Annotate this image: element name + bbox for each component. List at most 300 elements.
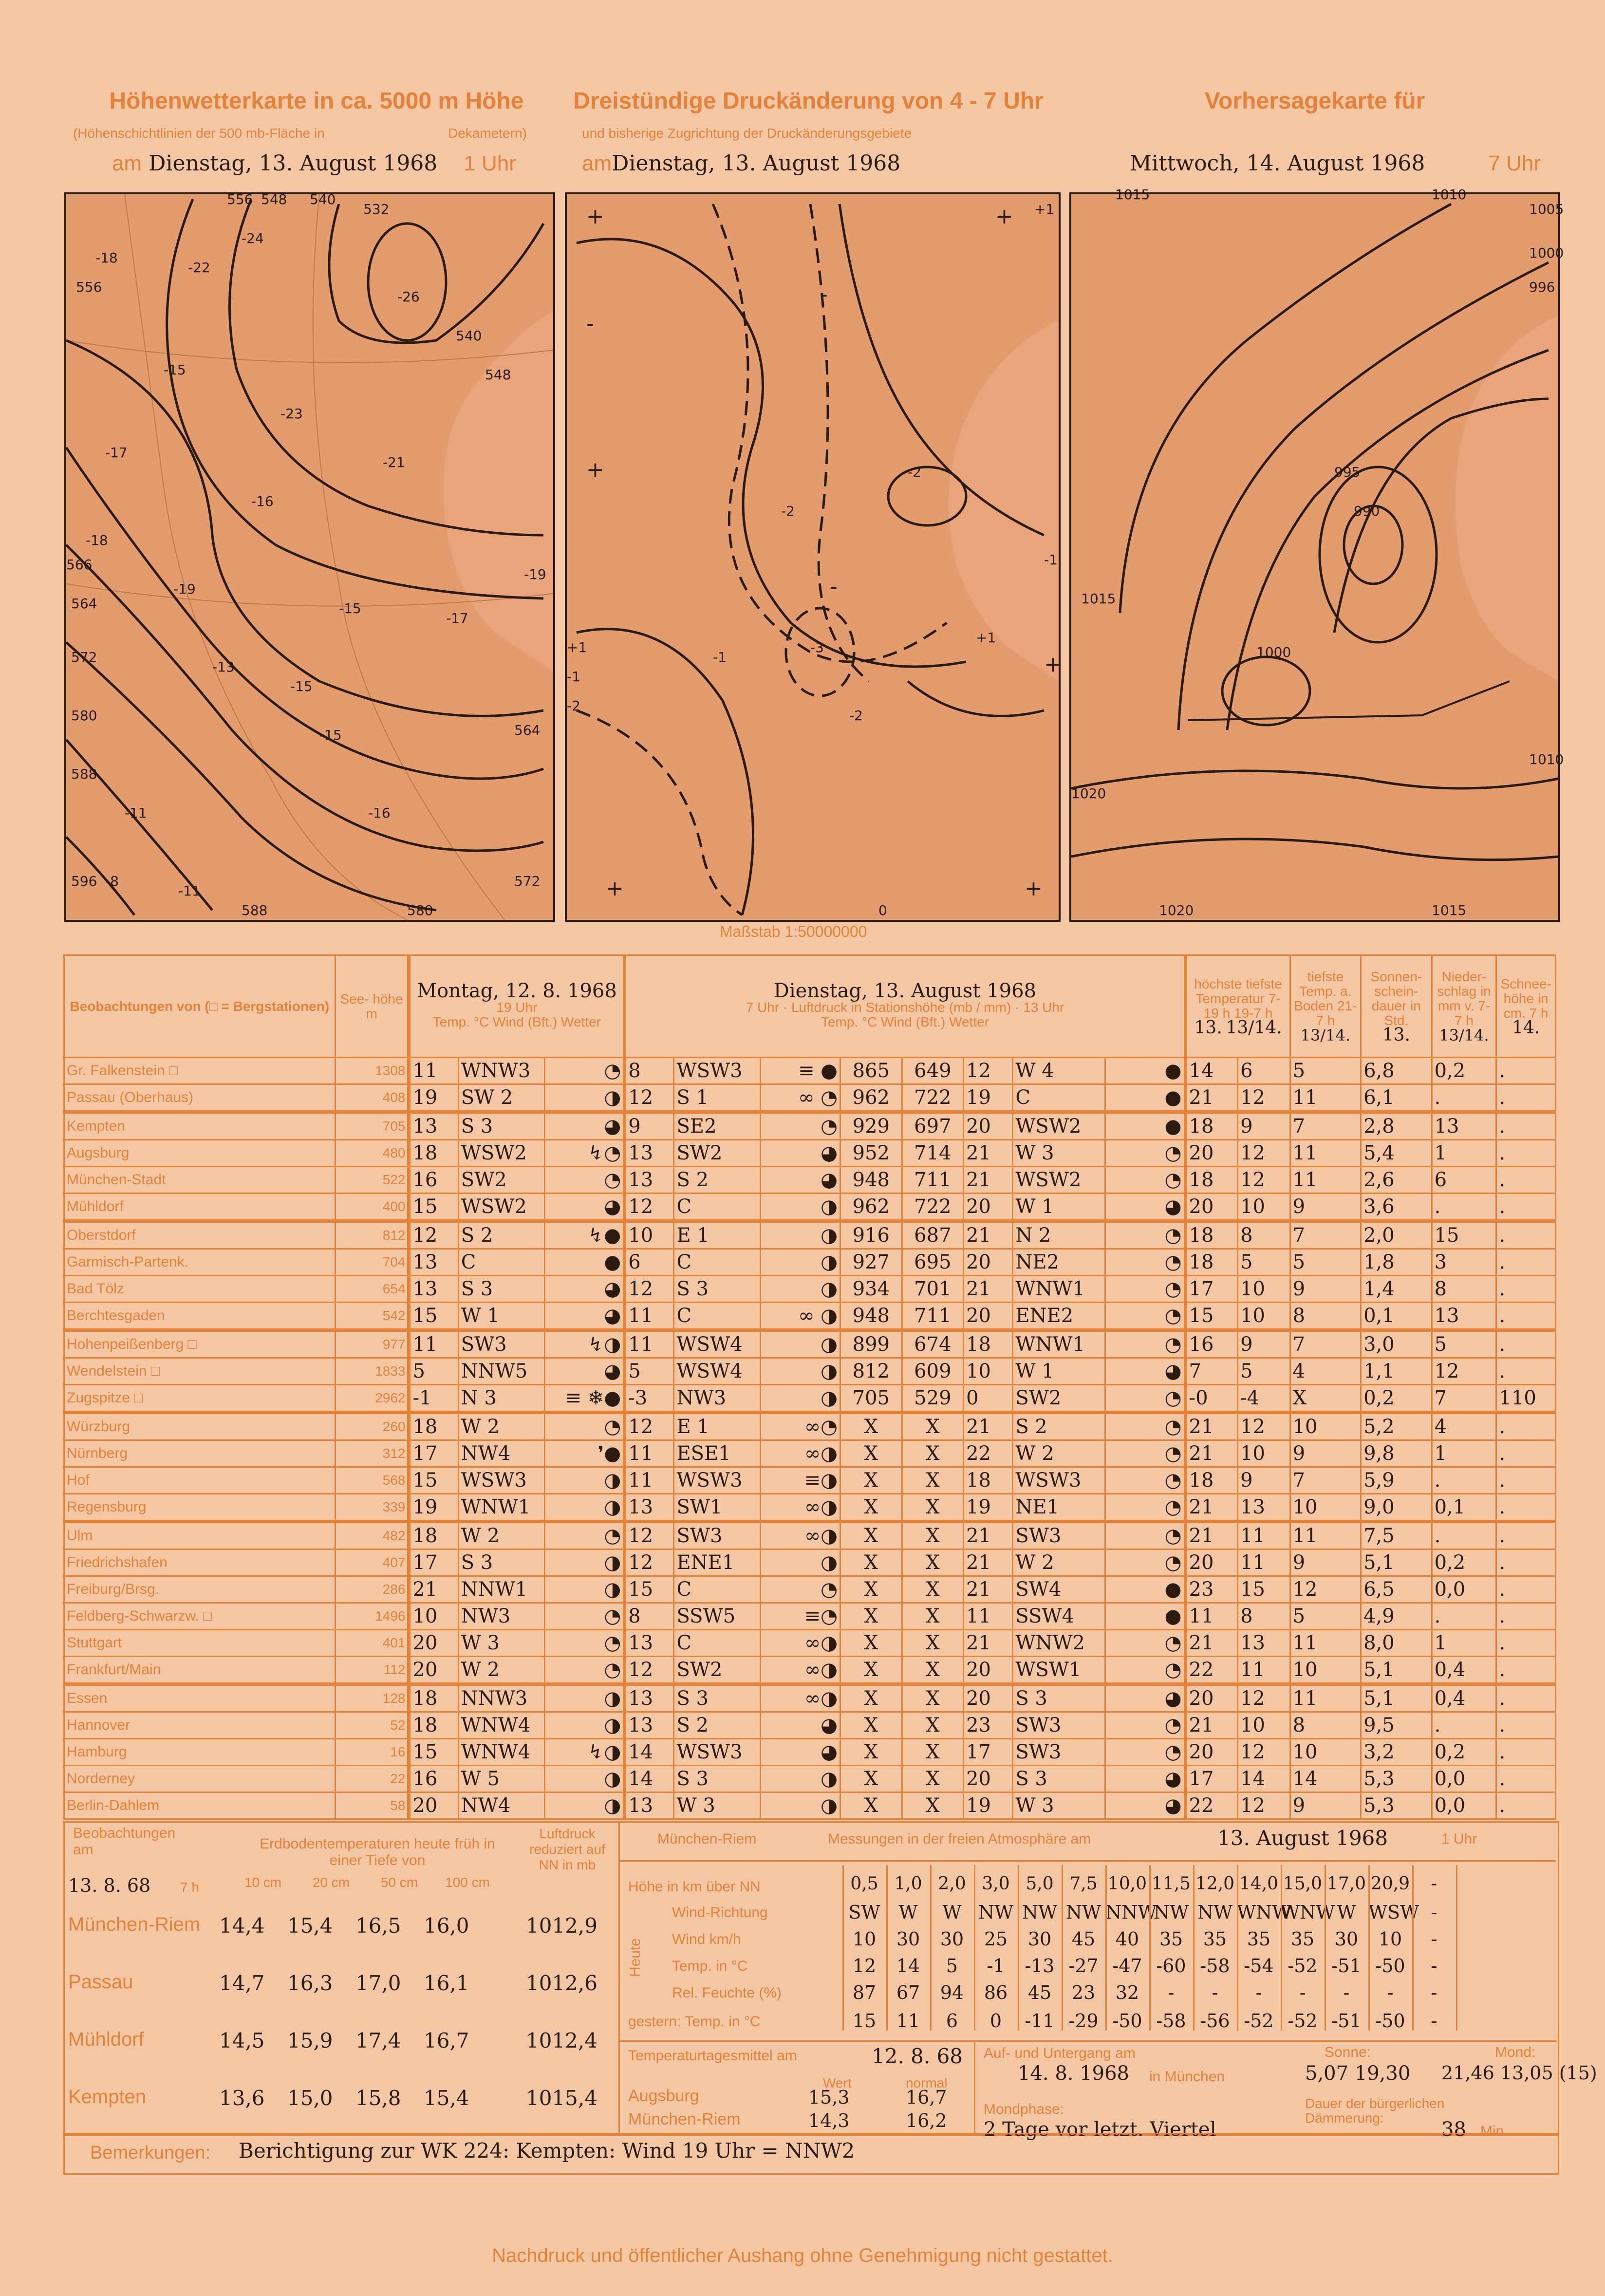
free-gestern-label: gestern: Temp. in °C [628, 2014, 761, 2030]
free-row-label: Wind km/h [672, 1931, 741, 1947]
free-value: 45 [1027, 1982, 1052, 2003]
svg-text:564: 564 [71, 596, 97, 612]
cell-mn: 8 [1238, 1221, 1290, 1249]
cell-mn: 12 [1238, 1739, 1290, 1766]
cell-t7: 12 [625, 1194, 674, 1221]
soil-temp: 13,6 [219, 2086, 265, 2110]
cell-w7: C [674, 1630, 760, 1657]
free-value: WSW [1368, 1902, 1419, 1923]
free-value: - [1343, 1982, 1350, 2003]
soil-temp: 15,9 [287, 2029, 333, 2053]
cell-bo: 8 [1290, 1303, 1361, 1330]
free-value: 12,0 [1195, 1874, 1235, 1894]
cell-h: 286 [335, 1576, 409, 1603]
cell-mx: 21 [1185, 1522, 1238, 1549]
cell-x7: ∞ ◔ [760, 1084, 840, 1112]
cell-mb: 916 [840, 1221, 902, 1249]
cell-t7: 11 [625, 1303, 674, 1330]
cell-x19: ◑ [544, 1712, 624, 1739]
free-heute-label: Heute [627, 1938, 643, 1978]
cell-so: 0,2 [1361, 1385, 1432, 1413]
th-seehohe: See- höhe m [335, 955, 409, 1058]
svg-text:-24: -24 [242, 230, 264, 246]
cell-x19: ↯◔ [544, 1140, 624, 1167]
cell-bo: 10 [1290, 1657, 1361, 1684]
cell-sc: . [1496, 1194, 1556, 1221]
cell-w7: S 1 [674, 1084, 760, 1112]
free-value: -52 [1288, 2010, 1318, 2032]
cell-bo: X [1290, 1385, 1361, 1413]
table-row [64, 1630, 1556, 1657]
cell-mm: X [902, 1684, 964, 1712]
th-sonne-label: Sonnen- schein- dauer in Std. [1370, 969, 1422, 1028]
svg-text:1010: 1010 [1432, 187, 1467, 203]
svg-text:-: - [586, 311, 594, 336]
cell-t13: 12 [964, 1058, 1013, 1084]
cell-t19: 20 [409, 1630, 458, 1657]
svg-text:-22: -22 [188, 260, 210, 276]
free-value: NW [1022, 1902, 1058, 1923]
tagesmittel-normal: normal [906, 2075, 948, 2091]
cell-w13: SW3 [1013, 1739, 1105, 1766]
cell-x19: ◕ [544, 1358, 624, 1385]
cell-mb: 927 [840, 1249, 902, 1276]
svg-text:-15: -15 [339, 600, 361, 616]
cell-mm: X [902, 1766, 964, 1792]
cell-ni: 1 [1432, 1140, 1496, 1167]
cell-w13: S 2 [1013, 1413, 1105, 1440]
tagesmittel-wert: Wert [823, 2075, 852, 2091]
station-name: Bad Tölz [64, 1276, 336, 1303]
th-boden [1290, 955, 1361, 1058]
cell-bo: 12 [1290, 1576, 1361, 1603]
cell-mb: 962 [840, 1084, 902, 1112]
cell-w19: NW4 [458, 1792, 544, 1819]
cell-t19: 11 [409, 1330, 458, 1358]
cell-t7: -3 [625, 1385, 674, 1413]
cell-mx: 22 [1185, 1792, 1238, 1819]
svg-text:596: 596 [71, 873, 97, 889]
cell-w13: W 4 [1013, 1058, 1105, 1084]
svg-text:572: 572 [71, 649, 97, 665]
cell-mn: -4 [1238, 1385, 1290, 1413]
map3-date-line [1130, 151, 1541, 176]
cell-so: 4,9 [1361, 1603, 1432, 1630]
svg-text:+1: +1 [976, 630, 996, 646]
cell-mx: 18 [1185, 1167, 1238, 1194]
free-value: - [1431, 1874, 1437, 1894]
cell-x13: ◕ [1105, 1194, 1185, 1221]
th-mb: mb [953, 999, 972, 1015]
cell-h: 522 [335, 1167, 409, 1194]
cell-w19: W 2 [458, 1413, 544, 1440]
astro-date: 14. 8. 1968 [1018, 2062, 1130, 2085]
cell-ni: 0,0 [1432, 1766, 1496, 1792]
cell-t13: 21 [964, 1576, 1013, 1603]
table-row [64, 1494, 1556, 1522]
cell-t7: 8 [625, 1603, 674, 1630]
cell-w19: NNW3 [458, 1684, 544, 1712]
cell-x19: ◕ [544, 1276, 624, 1303]
cell-w13: W 2 [1013, 1440, 1105, 1467]
cell-mx: 20 [1185, 1739, 1238, 1766]
svg-text:-11: -11 [125, 805, 147, 821]
cell-x7: ∞◑ [760, 1630, 840, 1657]
cell-w19: W 2 [458, 1522, 544, 1549]
th-nieder [1432, 955, 1496, 1058]
cell-x13: ◔ [1105, 1630, 1185, 1657]
cell-t19: 13 [409, 1249, 458, 1276]
cell-x19: ◕ [544, 1112, 624, 1140]
cell-h: 1496 [335, 1603, 409, 1630]
cell-mm: 529 [902, 1385, 964, 1413]
cell-w19: N 3 [458, 1385, 544, 1413]
cell-bo: 9 [1290, 1276, 1361, 1303]
th-maxmin [1185, 955, 1290, 1058]
cell-mb: 934 [840, 1276, 902, 1303]
map1-am: am [112, 151, 142, 175]
cell-w13: SW4 [1013, 1576, 1105, 1603]
cell-w7: S 3 [674, 1276, 760, 1303]
cell-bo: 5 [1290, 1603, 1361, 1630]
cell-t7: 13 [625, 1684, 674, 1712]
free-value: W [942, 1902, 962, 1923]
free-value: -51 [1331, 2010, 1362, 2032]
cell-x7: ◑ [760, 1385, 840, 1413]
free-height-label: Höhe in km über NN [628, 1879, 761, 1895]
cell-ni: 15 [1432, 1221, 1496, 1249]
mondphase-label: Mondphase: [984, 2101, 1064, 2117]
cell-mm: 695 [902, 1249, 964, 1276]
cell-mm: 649 [902, 1058, 964, 1084]
cell-t19: 16 [409, 1766, 458, 1792]
free-value: -11 [1025, 2010, 1055, 2032]
station-name: Norderney [64, 1766, 336, 1792]
cell-w7: S 3 [674, 1766, 760, 1792]
cell-ni: 0,1 [1432, 1494, 1496, 1522]
cell-mb: X [840, 1494, 902, 1522]
svg-text:-3: -3 [810, 639, 824, 655]
cell-w19: SW2 [458, 1167, 544, 1194]
cell-w19: NNW1 [458, 1576, 544, 1603]
cell-ni: 0,4 [1432, 1684, 1496, 1712]
cell-ni: 12 [1432, 1358, 1496, 1385]
table-row [64, 1413, 1556, 1440]
soil-pressure: 1012,9 [526, 1914, 597, 1938]
th-luft: Luftdruck in Stationshöhe [791, 999, 945, 1015]
cell-w7: SSW5 [674, 1603, 760, 1630]
cell-t13: 19 [964, 1792, 1013, 1819]
cell-t13: 21 [964, 1167, 1013, 1194]
svg-text:-2: -2 [781, 503, 795, 519]
cell-x19: ❜● [544, 1440, 624, 1467]
svg-text:1010: 1010 [1529, 751, 1564, 767]
cell-so: 3,6 [1361, 1194, 1432, 1221]
cell-mn: 10 [1238, 1194, 1290, 1221]
cell-x7: ≡◑ [760, 1467, 840, 1494]
cell-t7: 12 [625, 1276, 674, 1303]
free-value: -50 [1375, 1955, 1405, 1977]
soil-temp: 16,3 [287, 1971, 333, 1995]
cell-mb: X [840, 1413, 902, 1440]
svg-text:556: 556 [76, 279, 102, 295]
map1-title: Höhenwetterkarte in ca. 5000 m Höhe [109, 88, 524, 114]
th-mon-temp: Temp. °C [432, 1014, 489, 1029]
cell-mx: 20 [1185, 1549, 1238, 1576]
svg-text:-13: -13 [212, 659, 235, 675]
cell-mm: 722 [902, 1084, 964, 1112]
svg-text:-18: -18 [86, 532, 108, 548]
station-name: Passau (Oberhaus) [64, 1084, 336, 1112]
cell-h: 401 [335, 1630, 409, 1657]
svg-text:556: 556 [227, 191, 253, 207]
soil-temp: 16,0 [424, 1914, 469, 1938]
map-pressure-change [565, 192, 1061, 922]
cell-mb: X [840, 1739, 902, 1766]
cell-mm: 711 [902, 1167, 964, 1194]
cell-x13: ◔ [1105, 1522, 1185, 1549]
cell-w13: NE2 [1013, 1249, 1105, 1276]
th-tuesday-date: Dienstag, 13. August 1968 [773, 979, 1037, 1002]
cell-ni: 1 [1432, 1630, 1496, 1657]
cell-h: 339 [335, 1494, 409, 1522]
svg-text:-21: -21 [383, 454, 405, 470]
th-mm: mm [984, 999, 1007, 1015]
svg-text:564: 564 [514, 722, 541, 738]
map2-am: am [582, 151, 612, 175]
cell-so: 8,0 [1361, 1630, 1432, 1657]
cell-ni: 0,4 [1432, 1657, 1496, 1684]
cell-t13: 10 [964, 1358, 1013, 1385]
cell-t19: 19 [409, 1084, 458, 1112]
cell-mn: 9 [1238, 1330, 1290, 1358]
cell-t13: 21 [964, 1413, 1013, 1440]
cell-t19: 15 [409, 1303, 458, 1330]
cell-bo: 7 [1290, 1330, 1361, 1358]
cell-t7: 9 [625, 1112, 674, 1140]
astro-in: in München [1149, 2069, 1225, 2085]
table-row [64, 1549, 1556, 1576]
free-value: 94 [940, 1982, 964, 2003]
free-value: 5,0 [1026, 1874, 1054, 1894]
cell-x13: ◔ [1105, 1330, 1185, 1358]
cell-mx: 20 [1185, 1140, 1238, 1167]
cell-mx: 20 [1185, 1684, 1238, 1712]
cell-w19: WNW1 [458, 1494, 544, 1522]
svg-text:-15: -15 [319, 727, 342, 743]
cell-t19: 12 [409, 1221, 458, 1249]
cell-mm: 722 [902, 1194, 964, 1221]
station-name: Stuttgart [64, 1630, 336, 1657]
cell-w7: WSW3 [674, 1467, 760, 1494]
station-name: Frankfurt/Main [64, 1657, 336, 1684]
cell-x7: ◑ [760, 1549, 840, 1576]
cell-bo: 10 [1290, 1413, 1361, 1440]
cell-w13: W 3 [1013, 1140, 1105, 1167]
cell-t7: 13 [625, 1792, 674, 1819]
cell-t19: 20 [409, 1792, 458, 1819]
cell-h: 312 [335, 1440, 409, 1467]
th-maxmin-label: höchste tiefste Temperatur 7-19 h 19-7 h [1194, 976, 1282, 1021]
svg-text:-8: -8 [105, 873, 119, 889]
soil-pressure: 1012,6 [526, 1971, 597, 1995]
soil-temp: 16,5 [355, 1914, 401, 1938]
free-value: 25 [984, 1928, 1008, 1950]
th-d1: 13. [1194, 1017, 1222, 1038]
cell-ni: . [1432, 1712, 1496, 1739]
svg-text:0: 0 [878, 902, 887, 918]
cell-w7: SW2 [674, 1657, 760, 1684]
th-tuesday: Dienstag, 13. August 1968 7 Uhr · Luftdruck in Stationshöhe (mb / mm) · 13 Uhr Temp. °C Wind (Bft.) Wetter [625, 955, 1185, 1058]
cell-w19: W 1 [458, 1303, 544, 1330]
cell-ni: 0,2 [1432, 1058, 1496, 1084]
cell-w13: W 3 [1013, 1792, 1105, 1819]
cell-h: 812 [335, 1221, 409, 1249]
cell-ni: . [1432, 1522, 1496, 1549]
cell-t13: 20 [964, 1766, 1013, 1792]
th-mon-wind: Wind (Bft.) [493, 1014, 558, 1029]
svg-text:-17: -17 [446, 610, 468, 626]
cell-ni: 5 [1432, 1330, 1496, 1358]
table-row [64, 1440, 1556, 1467]
svg-text:548: 548 [485, 367, 511, 383]
th-monday [409, 955, 625, 1058]
table-row [64, 1657, 1556, 1684]
svg-text:996: 996 [1529, 279, 1555, 295]
cell-mn: 5 [1238, 1358, 1290, 1385]
cell-t7: 13 [625, 1630, 674, 1657]
svg-text:532: 532 [363, 201, 390, 217]
svg-text:1005: 1005 [1529, 201, 1564, 217]
cell-mn: 11 [1238, 1522, 1290, 1549]
cell-h: 260 [335, 1413, 409, 1440]
svg-text:588: 588 [242, 902, 268, 918]
cell-x7: ◑ [760, 1358, 840, 1385]
daemmerung-unit: Min. [1480, 2123, 1508, 2139]
cell-t7: 13 [625, 1167, 674, 1194]
cell-mm: 609 [902, 1358, 964, 1385]
free-value: -1 [987, 1955, 1005, 1977]
cell-w19: SW 2 [458, 1084, 544, 1112]
cell-so: 9,8 [1361, 1440, 1432, 1467]
free-value: -27 [1068, 1955, 1099, 1977]
free-value: -47 [1112, 1955, 1142, 1977]
cell-t13: 20 [964, 1194, 1013, 1221]
cell-x13: ◕ [1105, 1358, 1185, 1385]
cell-x7: ◕ [760, 1739, 840, 1766]
soil-pressure: 1015,4 [526, 2086, 597, 2110]
free-value: 23 [1071, 1982, 1096, 2003]
cell-ni: 0,2 [1432, 1549, 1496, 1576]
cell-mn: 12 [1238, 1167, 1290, 1194]
cell-t13: 11 [964, 1603, 1013, 1630]
svg-text:1000: 1000 [1256, 644, 1291, 660]
cell-t13: 22 [964, 1440, 1013, 1467]
cell-x19: ↯◑ [544, 1739, 624, 1766]
cell-h: 977 [335, 1330, 409, 1358]
soil-temp: 14,7 [219, 1971, 265, 1995]
svg-text:1015: 1015 [1432, 902, 1467, 918]
cell-w7: C [674, 1576, 760, 1603]
cell-t13: 21 [964, 1221, 1013, 1249]
th-observations: Beobachtungen von (□ = Bergstationen) [64, 955, 336, 1058]
cell-bo: 11 [1290, 1167, 1361, 1194]
free-value: - [1431, 1955, 1437, 1977]
soil-temp: 15,8 [355, 2086, 401, 2110]
free-value: NNW [1105, 1902, 1157, 1923]
soil-temp: 17,0 [355, 1971, 401, 1995]
cell-bo: 9 [1290, 1440, 1361, 1467]
table-row [64, 1194, 1556, 1221]
free-value: 11,5 [1151, 1874, 1191, 1894]
cell-so: 1,1 [1361, 1358, 1432, 1385]
cell-so: 5,1 [1361, 1684, 1432, 1712]
cell-x7: ◕ [760, 1712, 840, 1739]
table-row [64, 1712, 1556, 1739]
th-monday-time: 19 Uhr [496, 999, 538, 1015]
cell-h: 408 [335, 1084, 409, 1112]
svg-text:-19: -19 [173, 581, 196, 597]
cell-so: 5,9 [1361, 1467, 1432, 1494]
cell-t7: 11 [625, 1330, 674, 1358]
free-value: - [1431, 2010, 1437, 2032]
map3-title: Vorhersagekarte für [1204, 88, 1425, 114]
svg-text:+: + [995, 204, 1013, 229]
cell-h: 407 [335, 1549, 409, 1576]
station-name: Oberstdorf [64, 1221, 336, 1249]
free-value: 20,9 [1370, 1874, 1410, 1894]
cell-w19: W 5 [458, 1766, 544, 1792]
cell-w19: NNW5 [458, 1358, 544, 1385]
cell-ni: 0,2 [1432, 1739, 1496, 1766]
cell-so: 5,3 [1361, 1792, 1432, 1819]
cell-t19: 18 [409, 1712, 458, 1739]
free-row-label: Wind-Richtung [672, 1904, 768, 1921]
soil-temp: 15,0 [287, 2086, 333, 2110]
cell-mm: 687 [902, 1221, 964, 1249]
cell-x19: ◔ [544, 1167, 624, 1194]
free-row-label: Rel. Feuchte (%) [672, 1985, 782, 2001]
cell-ni: 4 [1432, 1413, 1496, 1440]
cell-w7: SE2 [674, 1112, 760, 1140]
map1-subtitle-unit: Dekametern) [448, 126, 527, 141]
cell-t19: 18 [409, 1140, 458, 1167]
cell-x19: ● [544, 1249, 624, 1276]
cell-mn: 14 [1238, 1766, 1290, 1792]
cell-x7: ◔ [760, 1112, 840, 1140]
tagesmittel-station: Augsburg [628, 2087, 699, 2105]
cell-x13: ◔ [1105, 1440, 1185, 1467]
cell-h: 128 [335, 1684, 409, 1712]
cell-bo: 7 [1290, 1221, 1361, 1249]
cell-mm: X [902, 1549, 964, 1576]
cell-t19: -1 [409, 1385, 458, 1413]
table-row [64, 1249, 1556, 1276]
cell-w7: ENE1 [674, 1549, 760, 1576]
map2-svg [567, 194, 1062, 920]
cell-t13: 21 [964, 1630, 1013, 1657]
cell-sc: . [1496, 1630, 1556, 1657]
cell-so: 7,5 [1361, 1522, 1432, 1549]
cell-x13: ◔ [1105, 1221, 1185, 1249]
cell-mx: 21 [1185, 1494, 1238, 1522]
cell-sc: . [1496, 1167, 1556, 1194]
svg-text:+: + [586, 204, 604, 229]
cell-x7: ◕ [760, 1167, 840, 1194]
cell-x19: ◑ [544, 1084, 624, 1112]
cell-x19: ◑ [544, 1766, 624, 1792]
cell-w7: SW2 [674, 1140, 760, 1167]
